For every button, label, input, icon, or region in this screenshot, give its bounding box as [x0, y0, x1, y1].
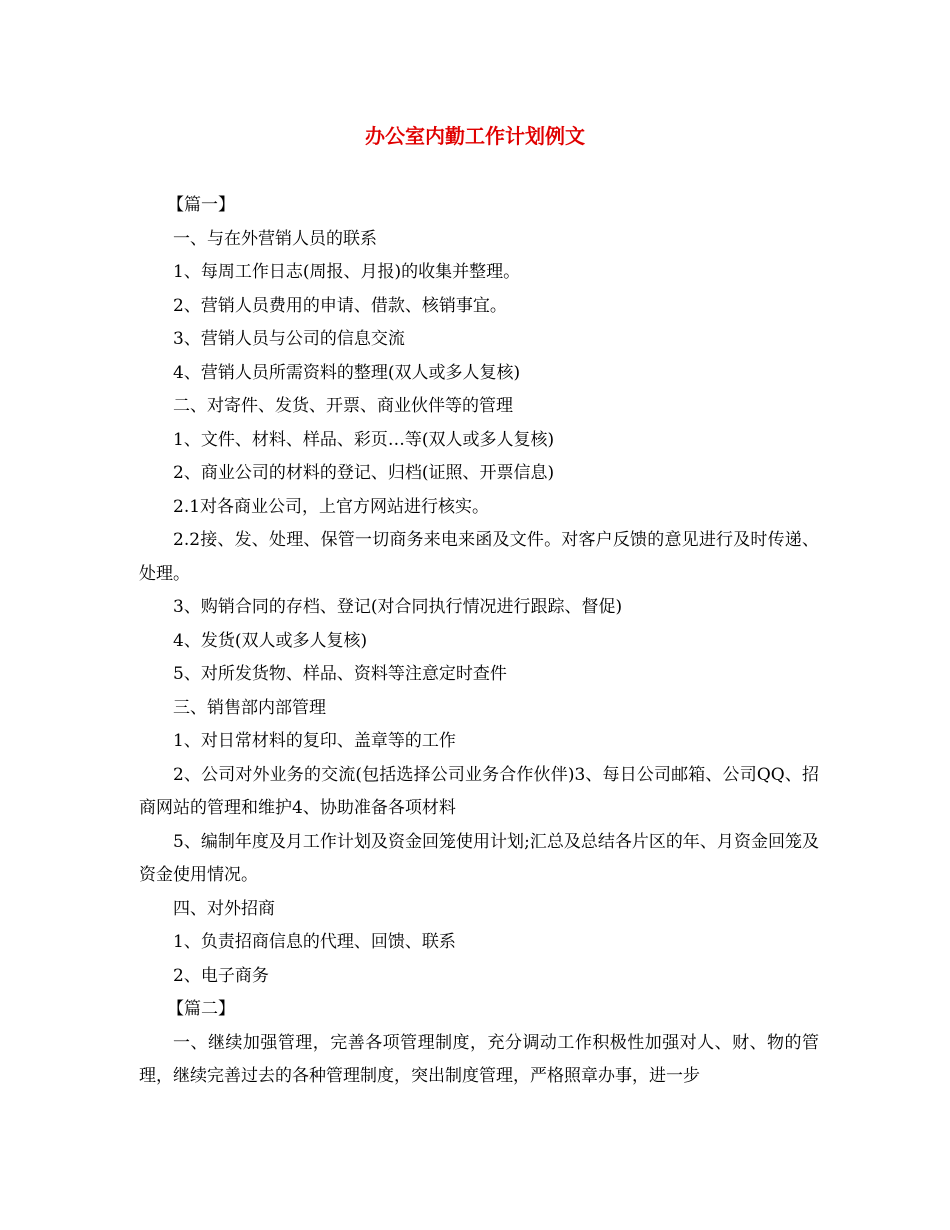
paragraph: 4、营销人员所需资料的整理(双人或多人复核) [173, 362, 521, 383]
paragraph: 4、发货(双人或多人复核) [173, 630, 368, 651]
document-title: 办公室内勤工作计划例文 [365, 124, 585, 148]
paragraph: 3、营销人员与公司的信息交流 [173, 329, 405, 349]
paragraph: 1、每周工作日志(周报、月报)的收集并整理。 [173, 262, 521, 282]
paragraph: 2.2接、发、处理、保管一切商务来电来函及文件。对客户反馈的意见进行及时传递、处理。 [139, 530, 819, 584]
paragraph: 三、销售部内部管理 [173, 697, 326, 718]
paragraph: 一、与在外营销人员的联系 [173, 228, 377, 249]
paragraph: 1、负责招商信息的代理、回馈、联系 [173, 932, 456, 952]
paragraph: 3、购销合同的存档、登记(对合同执行情况进行跟踪、督促) [173, 597, 623, 617]
paragraph: 2、电子商务 [173, 965, 269, 986]
section-heading: 【篇一】 [167, 195, 235, 215]
paragraph: 1、对日常材料的复印、盖章等的工作 [173, 731, 456, 751]
paragraph: 一、继续加强管理，完善各项管理制度，充分调动工作积极性加强对人、财、物的管理，继续完善过去的各种管理制度，突出制度管理，严格照章办事，进一步 [139, 1032, 819, 1086]
paragraph: 5、对所发货物、样品、资料等注意定时查件 [173, 664, 507, 684]
paragraph: 1、文件、材料、样品、彩页…等(双人或多人复核) [173, 429, 555, 450]
paragraph: 2.1对各商业公司，上官方网站进行核实。 [173, 496, 490, 517]
section-heading: 【篇二】 [167, 999, 235, 1019]
paragraph: 2、营销人员费用的申请、借款、核销事宜。 [173, 295, 507, 316]
paragraph: 2、商业公司的材料的登记、归档(证照、开票信息) [173, 463, 555, 483]
paragraph: 二、对寄件、发货、开票、商业伙伴等的管理 [173, 396, 513, 416]
document-body [139, 189, 819, 1094]
paragraph: 2、公司对外业务的交流(包括选择公司业务合作伙伴)3、每日公司邮箱、公司QQ、招商网站的管理和维护4、协助准备各项材料 [139, 764, 819, 818]
paragraph: 5、编制年度及月工作计划及资金回笼使用计划;汇总及总结各片区的年、月资金回笼及资金使用情况。 [139, 831, 819, 885]
paragraph: 四、对外招商 [173, 898, 275, 919]
